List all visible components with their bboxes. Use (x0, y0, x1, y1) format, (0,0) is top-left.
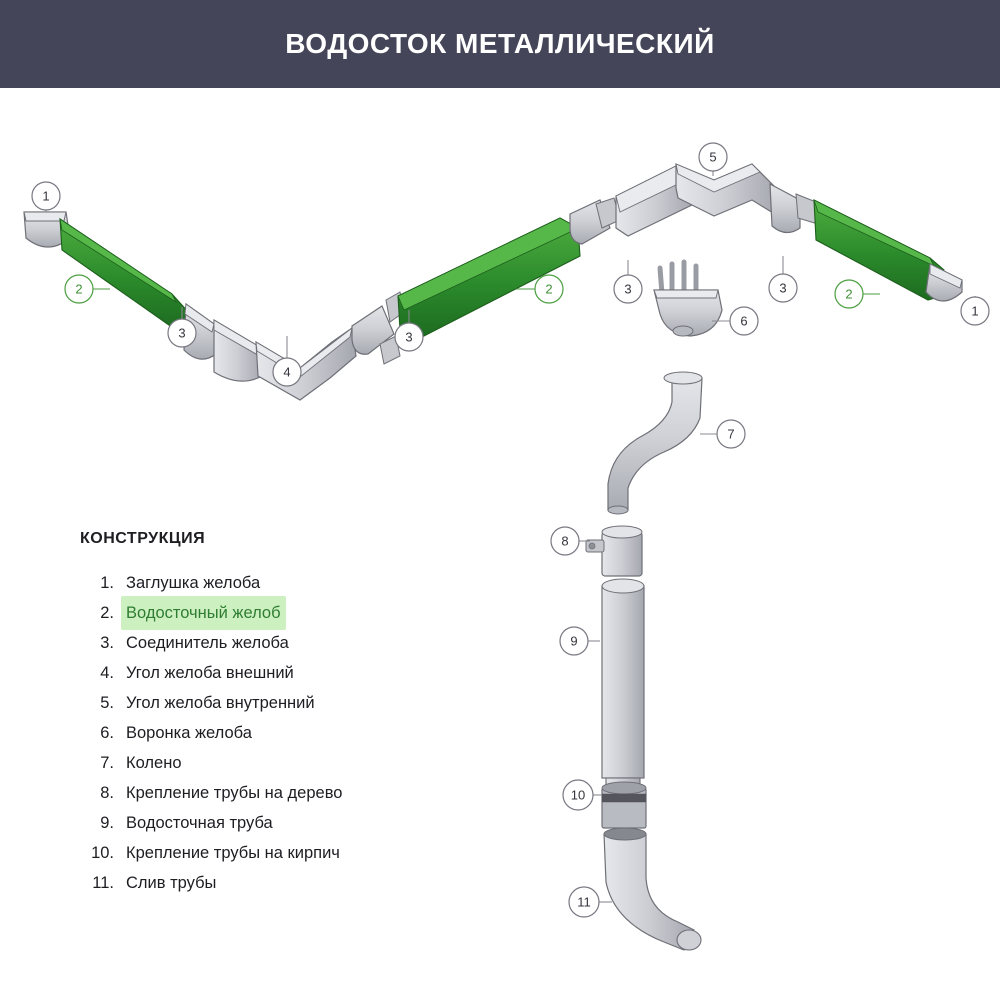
legend-title: КОНСТРУКЦИЯ (80, 530, 206, 547)
legend-item-label: Заглушка желоба (126, 574, 261, 592)
legend-item-label: Водосточный желоб (121, 596, 286, 630)
callout-label: 1 (971, 303, 979, 319)
callout-10[interactable] (563, 780, 593, 810)
callout-4[interactable] (273, 358, 301, 386)
legend-item-label: Колено (126, 754, 182, 772)
legend-item-label: Соединитель желоба (126, 634, 289, 652)
callout-7[interactable] (717, 420, 745, 448)
legend-item-1[interactable] (80, 566, 500, 596)
callout-label: 1 (42, 188, 50, 204)
callout-2-mid[interactable] (535, 275, 563, 303)
legend-item-2[interactable] (80, 596, 500, 626)
legend-item-number: 3. (100, 634, 114, 652)
legend-item-9[interactable] (80, 806, 500, 836)
legend-item-number: 7. (100, 754, 114, 772)
callout-9[interactable] (560, 627, 588, 655)
callout-11[interactable] (569, 887, 599, 917)
legend-item-10[interactable] (80, 836, 500, 866)
callout-8[interactable] (551, 527, 579, 555)
legend-item-7[interactable] (80, 746, 500, 776)
callout-label: 6 (740, 313, 748, 329)
callout-1-right[interactable] (961, 297, 989, 325)
legend-list (80, 566, 500, 896)
callout-label: 2 (545, 281, 553, 297)
callout-3-a[interactable] (168, 319, 196, 347)
callout-label: 11 (577, 894, 591, 910)
callout-label: 8 (561, 533, 569, 549)
legend-item-number: 6. (100, 724, 114, 742)
callout-label: 3 (405, 329, 413, 345)
callout-2-right[interactable] (835, 280, 863, 308)
legend-item-label: Водосточная труба (126, 814, 273, 832)
legend-item-8[interactable] (80, 776, 500, 806)
callout-3-c[interactable] (614, 275, 642, 303)
legend-item-4[interactable] (80, 656, 500, 686)
callout-5[interactable] (699, 143, 727, 171)
legend-item-number: 10. (91, 844, 114, 862)
callout-label: 2 (845, 286, 853, 302)
callout-label: 7 (727, 426, 735, 442)
legend-item-6[interactable] (80, 716, 500, 746)
callout-6[interactable] (730, 307, 758, 335)
legend-item-label: Угол желоба внутренний (126, 694, 315, 712)
legend-item-number: 8. (100, 784, 114, 802)
callout-3-d[interactable] (769, 274, 797, 302)
legend-item-label: Крепление трубы на дерево (126, 784, 343, 802)
callout-2-left[interactable] (65, 275, 93, 303)
legend-item-label: Воронка желоба (126, 724, 252, 742)
callout-3-b[interactable] (395, 323, 423, 351)
callout-label: 10 (570, 787, 586, 803)
callout-label: 3 (779, 280, 787, 296)
legend-item-11[interactable] (80, 866, 500, 896)
legend-item-number: 11. (92, 874, 114, 892)
callout-label: 5 (709, 149, 717, 165)
legend-item-number: 9. (100, 814, 114, 832)
legend-panel (80, 530, 500, 896)
callout-label: 4 (283, 364, 291, 380)
callout-label: 2 (75, 281, 83, 297)
page-header (0, 0, 1000, 88)
callout-label: 3 (178, 325, 186, 341)
callout-label: 9 (570, 633, 578, 649)
legend-item-label: Слив трубы (126, 874, 217, 892)
legend-item-number: 4. (100, 664, 114, 682)
callout-1-left[interactable] (32, 182, 60, 210)
legend-item-3[interactable] (80, 626, 500, 656)
legend-item-5[interactable] (80, 686, 500, 716)
legend-item-number: 2. (100, 604, 114, 622)
legend-item-number: 1. (100, 574, 114, 592)
callout-label: 3 (624, 281, 632, 297)
legend-item-number: 5. (100, 694, 114, 712)
page-title: ВОДОСТОК МЕТАЛЛИЧЕСКИЙ (285, 28, 715, 59)
legend-item-label: Угол желоба внешний (126, 664, 294, 682)
legend-item-label: Крепление трубы на кирпич (126, 844, 340, 862)
